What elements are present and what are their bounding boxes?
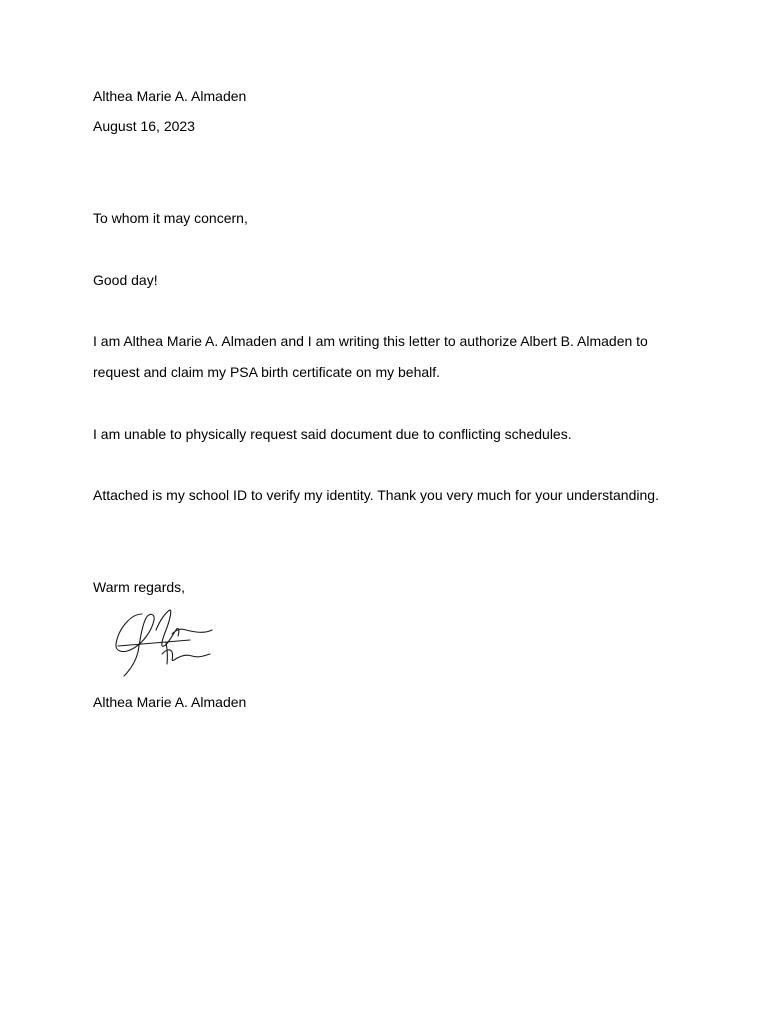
sender-name: Althea Marie A. Almaden bbox=[93, 88, 247, 104]
body-paragraph-3: Attached is my school ID to verify my identity. Thank you very much for your understanding. bbox=[93, 487, 659, 503]
handwritten-signature bbox=[110, 600, 220, 682]
body-paragraph-1-line-1: I am Althea Marie A. Almaden and I am writing this letter to authorize Albert B. Almaden to bbox=[93, 333, 648, 349]
body-paragraph-1-line-2: request and claim my PSA birth certificate on my behalf. bbox=[93, 364, 441, 380]
salutation: To whom it may concern, bbox=[93, 210, 248, 226]
closing: Warm regards, bbox=[93, 579, 186, 595]
letter-date: August 16, 2023 bbox=[93, 118, 195, 134]
greeting: Good day! bbox=[93, 272, 158, 288]
signature-name: Althea Marie A. Almaden bbox=[93, 694, 247, 710]
body-paragraph-2: I am unable to physically request said document due to conflicting schedules. bbox=[93, 426, 572, 442]
